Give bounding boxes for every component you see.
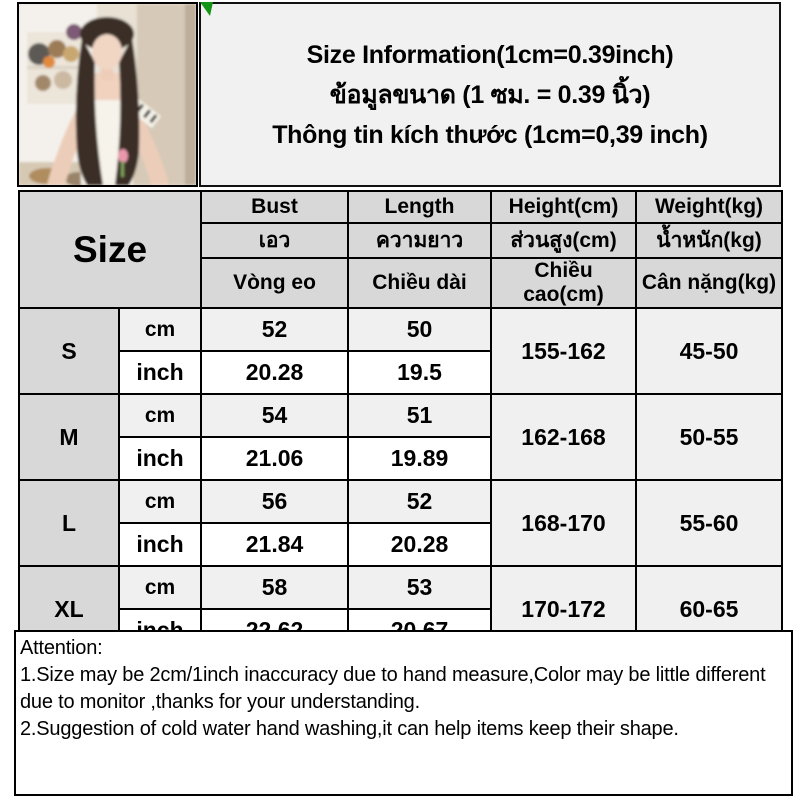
unit-label-inch: inch (119, 437, 201, 480)
model-photo-illustration (19, 4, 196, 185)
value-l-cm-bust: 56 (201, 480, 348, 523)
header-height-th: ส่วนสูง(cm) (491, 223, 636, 258)
title-panel (199, 2, 781, 187)
value-s-height: 155-162 (491, 308, 636, 394)
value-xl-weight: 60-65 (636, 566, 782, 652)
size-cell-xl: XL (19, 566, 119, 652)
header-bust-en: Bust (201, 191, 348, 223)
value-m-cm-length: 51 (348, 394, 491, 437)
value-s-cm-bust: 52 (201, 308, 348, 351)
value-m-inch-length: 19.89 (348, 437, 491, 480)
value-s-inch-bust: 20.28 (201, 351, 348, 394)
value-l-cm-length: 52 (348, 480, 491, 523)
value-xl-height: 170-172 (491, 566, 636, 652)
unit-label-cm: cm (119, 308, 201, 351)
value-s-inch-length: 19.5 (348, 351, 491, 394)
header-length-en: Length (348, 191, 491, 223)
title-vietnamese: Thông tin kích thước (1cm=0,39 inch) (272, 120, 708, 149)
value-s-cm-length: 50 (348, 308, 491, 351)
header-height-vi: Chiều cao(cm) (491, 258, 636, 308)
product-photo (17, 2, 198, 187)
attention-heading: Attention: (20, 637, 103, 659)
value-m-weight: 50-55 (636, 394, 782, 480)
header-bust-vi: Vòng eo (201, 258, 348, 308)
header-bust-th: เอว (201, 223, 348, 258)
unit-label-cm: cm (119, 566, 201, 609)
value-m-height: 162-168 (491, 394, 636, 480)
unit-label-cm: cm (119, 480, 201, 523)
size-table (18, 190, 783, 653)
title-thai: ข้อมูลขนาด (1 ซม. = 0.39 นิ้ว) (329, 80, 651, 109)
size-cell-m: M (19, 394, 119, 480)
value-xl-cm-bust: 58 (201, 566, 348, 609)
size-cell-s: S (19, 308, 119, 394)
attention-line-2: 2.Suggestion of cold water hand washing,it can help items keep their shape. (20, 718, 679, 740)
value-l-inch-bust: 21.84 (201, 523, 348, 566)
value-l-inch-length: 20.28 (348, 523, 491, 566)
title-english: Size Information(1cm=0.39inch) (306, 40, 674, 69)
value-m-inch-bust: 21.06 (201, 437, 348, 480)
unit-label-cm: cm (119, 394, 201, 437)
value-l-height: 168-170 (491, 480, 636, 566)
unit-label-inch: inch (119, 523, 201, 566)
header-length-vi: Chiều dài (348, 258, 491, 308)
unit-label-inch: inch (119, 351, 201, 394)
size-cell-l: L (19, 480, 119, 566)
value-m-cm-bust: 54 (201, 394, 348, 437)
header-weight-en: Weight(kg) (636, 191, 782, 223)
value-s-weight: 45-50 (636, 308, 782, 394)
header-length-th: ความยาว (348, 223, 491, 258)
attention-panel (14, 630, 793, 796)
header-height-en: Height(cm) (491, 191, 636, 223)
value-l-weight: 55-60 (636, 480, 782, 566)
header-weight-vi: Cân nặng(kg) (636, 258, 782, 308)
value-xl-cm-length: 53 (348, 566, 491, 609)
size-header-cell: Size (19, 191, 201, 308)
header-weight-th: น้ำหนัก(kg) (636, 223, 782, 258)
attention-line-1: 1.Size may be 2cm/1inch inaccuracy due to hand measure,Color may be little different due to monitor ,thanks for your understanding. (20, 664, 766, 713)
green-corner-marker-icon (199, 2, 214, 17)
